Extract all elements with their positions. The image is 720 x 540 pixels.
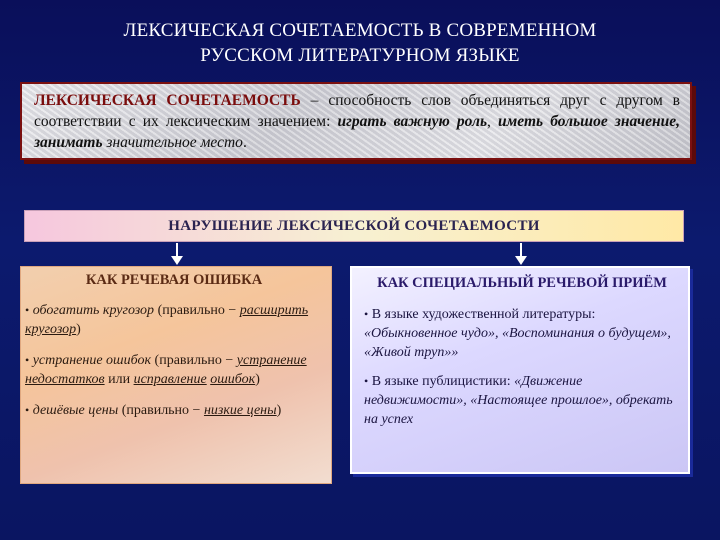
wrong-phrase: дешёвые цены — [32, 403, 119, 418]
arrow-down-left-icon — [176, 243, 178, 257]
list-item — [25, 351, 323, 389]
definition-box — [20, 82, 692, 160]
bullet-icon: • — [364, 307, 369, 321]
definition-end: . — [242, 134, 247, 151]
item-lead: В языке художественной литературы: — [371, 307, 596, 322]
slide-title — [0, 18, 720, 68]
definition-example-1: играть важную роль — [337, 113, 488, 130]
title-line-2: РУССКОМ ЛИТЕРАТУРНОМ ЯЗЫКЕ — [200, 45, 520, 66]
speech-error-box — [20, 266, 332, 484]
correct-phrase-alt-1: исправление — [133, 372, 207, 387]
item-lead: В языке публицистики: — [371, 374, 515, 389]
bullet-icon: • — [364, 374, 369, 388]
definition-separator: , — [487, 113, 499, 130]
bullet-icon: • — [25, 303, 30, 317]
speech-error-heading: КАК РЕЧЕВАЯ ОШИБКА — [85, 272, 263, 288]
bullet-icon: • — [25, 353, 30, 367]
list-item — [364, 372, 680, 429]
title-line-1: ЛЕКСИЧЕСКАЯ СОЧЕТАЕМОСТЬ В СОВРЕМЕННОМ — [123, 20, 597, 41]
list-item — [25, 301, 323, 339]
wrong-phrase: устранение ошибок — [32, 353, 152, 368]
arrow-down-right-icon — [520, 243, 522, 257]
definition-example-2: иметь большое значение, занимать — [34, 113, 681, 151]
correct-phrase-alt-2: ошибок — [210, 372, 256, 387]
paren-close: ) — [255, 372, 260, 387]
correct-phrase: расширить кругозор — [25, 303, 309, 337]
definition-term: ЛЕКСИЧЕСКАЯ СОЧЕТАЕМОСТЬ — [34, 92, 301, 109]
bullet-icon: • — [25, 403, 30, 417]
definition-text: – способность слов объединяться друг с другом в соответствии с их лексическим значением: — [34, 92, 680, 130]
violation-banner: НАРУШЕНИЕ ЛЕКСИЧЕСКОЙ СОЧЕТАЕМОСТИ — [24, 210, 684, 242]
correction-label: (правильно − — [151, 353, 237, 368]
correct-phrase: устранение недостатков — [25, 353, 307, 387]
stylistic-device-box — [350, 266, 690, 474]
correction-label: (правильно − — [118, 403, 204, 418]
stylistic-device-heading: КАК СПЕЦИАЛЬНЫЙ РЕЧЕВОЙ ПРИЁМ — [377, 275, 667, 291]
paren-close: ) — [276, 403, 282, 418]
wrong-phrase: обогатить кругозор — [32, 303, 155, 318]
or-word: или — [104, 372, 134, 387]
paren-close: ) — [76, 322, 81, 337]
correction-label: (правильно − — [154, 303, 240, 318]
definition-example-3: значительное место — [102, 134, 243, 151]
correct-phrase: низкие цены — [203, 403, 277, 418]
item-examples: «Движение недвижимости», «Настоящее прошлое», обрекать на успех — [364, 374, 673, 427]
item-examples: «Обыкновенное чудо», «Воспоминания о будущем», «Живой труп»» — [364, 326, 671, 360]
list-item — [364, 305, 680, 362]
list-item — [25, 401, 323, 420]
